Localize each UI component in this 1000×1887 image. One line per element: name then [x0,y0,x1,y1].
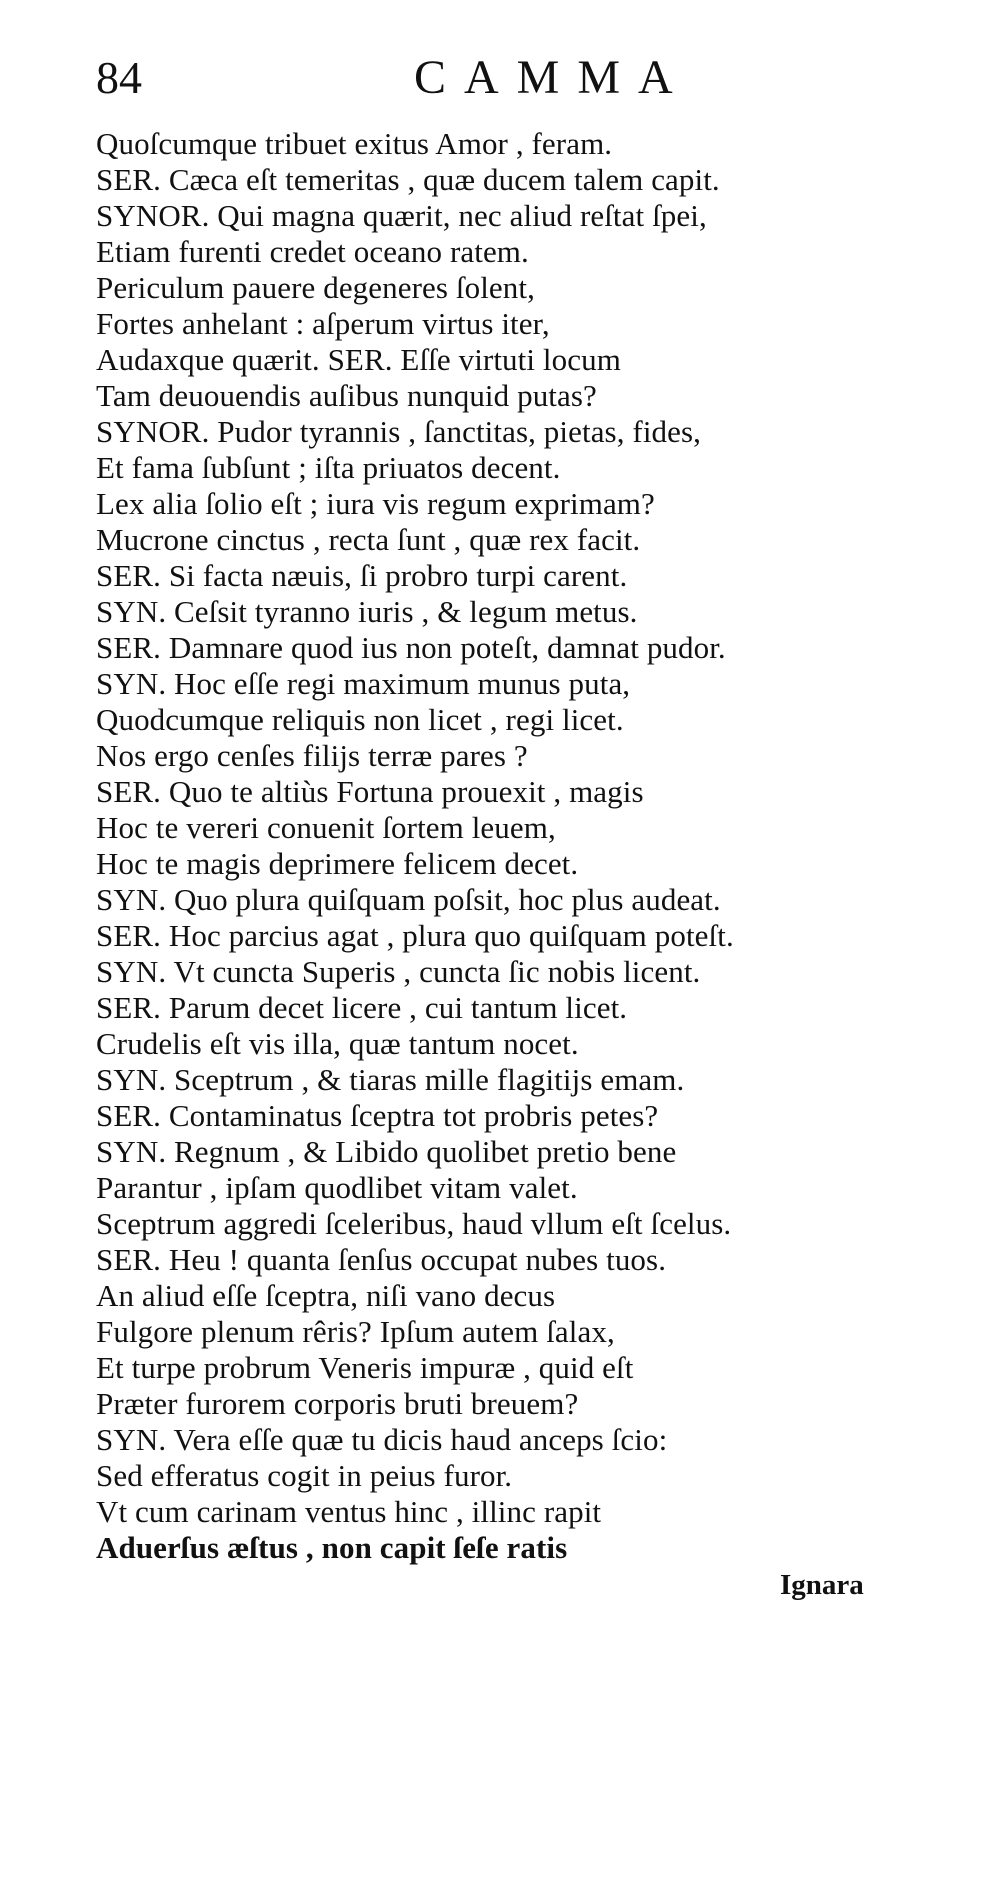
text-line: SER. Hoc parcius agat , plura quo quiſquam poteſt. [96,918,734,953]
verse-text [96,126,896,1566]
running-head: CAMMA [414,51,691,104]
text-line: SYN. Ceſsit tyranno iuris , & legum metus. [96,594,638,629]
text-line: Periculum pauere degeneres ſolent, [96,270,535,305]
text-line: Quodcumque reliquis non licet , regi licet. [96,702,624,737]
text-line: SYNOR. Qui magna quærit, nec aliud reſtat ſpei, [96,198,707,233]
text-line: Crudelis eſt vis illa, quæ tantum nocet. [96,1026,579,1061]
text-line: Nos ergo cenſes filijs terræ pares ? [96,738,528,773]
text-line: Sed efferatus cogit in peius furor. [96,1458,513,1493]
text-line: Et turpe probrum Veneris impuræ , quid eſt [96,1350,634,1385]
text-line: Lex alia ſolio eſt ; iura vis regum exprimam? [96,486,655,521]
text-line: SYN. Regnum , & Libido quolibet pretio bene [96,1134,677,1169]
text-line: SYN. Hoc eſſe regi maximum munus puta, [96,666,631,701]
text-line: Hoc te vereri conuenit ſortem leuem, [96,810,556,845]
text-line: SER. Contaminatus ſceptra tot probris petes? [96,1098,659,1133]
text-line: Quoſcumque tribuet exitus Amor , feram. [96,126,613,161]
text-line: Sceptrum aggredi ſceleribus, haud vllum eſt ſcelus. [96,1206,732,1241]
text-line: SER. Si facta næuis, ſi probro turpi carent. [96,558,628,593]
text-line: SER. Damnare quod ius non poteſt, damnat pudor. [96,630,726,665]
text-line: Audaxque quærit. SER. Eſſe virtuti locum [96,342,621,377]
text-line: SER. Quo te altiùs Fortuna prouexit , magis [96,774,644,809]
text-line: Præter furorem corporis bruti breuem? [96,1386,579,1421]
text-line: SER. Cæca eſt temeritas , quæ ducem talem capit. [96,162,720,197]
text-line: SYN. Vera eſſe quæ tu dicis haud anceps ſcio: [96,1422,668,1457]
text-line: Aduerſus æſtus , non capit ſeſe ratis [96,1530,568,1565]
text-line: Et fama ſubſunt ; iſta priuatos decent. [96,450,561,485]
text-line: SER. Parum decet licere , cui tantum licet. [96,990,628,1025]
text-line: Hoc te magis deprimere felicem decet. [96,846,579,881]
text-line: Etiam furenti credet oceano ratem. [96,234,529,269]
text-line: SYN. Vt cuncta Superis , cuncta ſic nobis licent. [96,954,701,989]
text-line: SYNOR. Pudor tyrannis , ſanctitas, pietas, fides, [96,414,702,449]
text-line: SYN. Sceptrum , & tiaras mille flagitijs emam. [96,1062,685,1097]
text-line: Mucrone cinctus , recta ſunt , quæ rex facit. [96,522,641,557]
text-line: Parantur , ipſam quodlibet vitam valet. [96,1170,578,1205]
text-line: Vt cum carinam ventus hinc , illinc rapit [96,1494,602,1529]
text-line: SYN. Quo plura quiſquam poſsit, hoc plus audeat. [96,882,721,917]
page-number: 84 [96,52,142,103]
text-line: Fortes anhelant : aſperum virtus iter, [96,306,550,341]
text-line: Tam deuouendis auſibus nunquid putas? [96,378,597,413]
text-line: SER. Heu ! quanta ſenſus occupat nubes tuos. [96,1242,667,1277]
page-header [96,48,888,108]
text-line: An aliud eſſe ſceptra, niſi vano decus [96,1278,556,1313]
catchword: Ignara [780,1569,864,1601]
text-line: Fulgore plenum rêris? Ipſum autem ſalax, [96,1314,615,1349]
